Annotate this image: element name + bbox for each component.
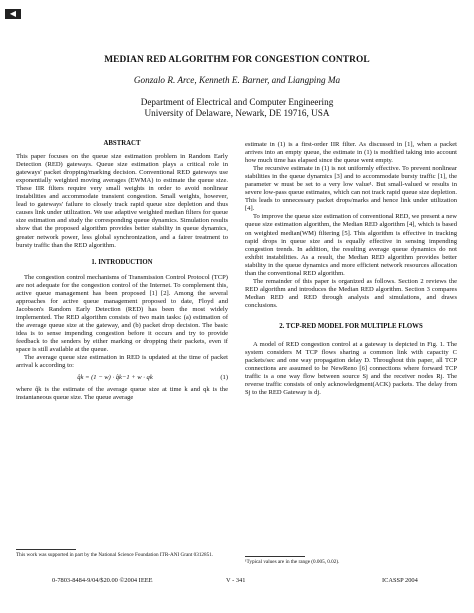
right-paragraph-4: The remainder of this paper is organized as follows. Section 2 reviews the RED algorithm and introduces the Median RED algorithm. Section 3 compares Median RED and RED through analysis and simulations, and draws conclusions.	[245, 277, 457, 309]
footer-conference: ICASSP 2004	[382, 577, 418, 584]
equation-body: q̂k = (1 − w) · q̂k−1 + w · qk	[77, 374, 153, 382]
introduction-heading: 1. INTRODUCTION	[91, 258, 153, 266]
footnote-funding-text: This work was supported in part by the National Science Foundation ITR-ANI Grant 0312851.	[16, 552, 214, 558]
right-paragraph-1: estimate in (1) is a first-order IIR filter. As discussed in [1], when a packet arrives into an empty queue, the estimate in (1) is modified taking into account how much time has elapsed since the queue went empty.	[245, 141, 457, 165]
intro-paragraph-1: The congestion control mechanisms of Transmission Control Protocol (TCP) are not adequate for the congestion control of the Internet. To complement this, active queue management has been proposed [1] [2]. Among the several approaches for active queue management proposed to date, Floyd and Jacobson's Random Early Detection (RED) has been the most widely implemented. The RED algorithm consists of two main tasks: (a) estimation of the average queue size at the gateway, and (b) packet drop decision. The basic idea is to sense impending congestion before it occurs and try to provide feedback to the senders by either marking or dropping their packets, even if space is still available at the queue.	[16, 273, 228, 354]
footnote-typical-values-text: ¹Typical values are in the range (0.005, 0.02).	[245, 559, 340, 565]
footnote-rule	[245, 556, 305, 557]
affiliation-department: Department of Electrical and Computer Engineering	[140, 97, 334, 107]
tcp-red-model-heading: 2. TCP-RED MODEL FOR MULTIPLE FLOWS	[279, 322, 423, 330]
right-paragraph-2: The recursive estimate in (1) is not uniformly effective. To prevent nonlinear stabilities in the queue dynamics [3] and to accommodate bursty traffic [1], the parameter w must be set to a very low value¹. But small-valued w results in severe low-pass queue estimates, which can not track rapid queue size depletion. This leads to unnecessary packet drops/marks and hence link under utilization [4].	[245, 165, 457, 213]
footnote-typical-values	[245, 556, 457, 565]
abstract-heading: ABSTRACT	[103, 140, 141, 147]
affiliation-university: University of Delaware, Newark, DE 19716, USA	[144, 108, 330, 118]
affiliation	[0, 97, 474, 119]
equation-number: (1)	[220, 374, 228, 382]
footer-page-number: V - 341	[226, 577, 246, 584]
left-column	[16, 140, 228, 402]
intro-paragraph-3: where q̂k is the estimate of the average queue size at time k and qk is the instantaneous queue size. The queue average	[16, 386, 228, 402]
equation-1	[16, 370, 228, 386]
abstract-text: This paper focuses on the queue size estimation problem in Random Early Detection (RED) gateways. Queue size estimation plays a critical role in gateways' packet dropping/marking decision. Conventional RED gateways use exponentially weighted moving averages (EWMA) to estimate the queue size. These IIR filters require very small weights in order to avoid nonlinear instabilities and accommodate transient congestion. Small weights, however, lead to gateways' failure to closely track rapid queue size depletion and thus causes link under utilization. We use adaptive weighted median filters for queue size estimation and study the corresponding queue dynamics. Simulation results show that the proposed algorithm provides better stability in queue dynamics, greater network power, less global synchronization, and a fairer treatment to bursty traffic than the RED algorithm.	[16, 153, 228, 249]
footer-copyright: 0-7803-8484-9/04/$20.00 ©2004 IEEE	[52, 577, 153, 584]
paper-authors: Gonzalo R. Arce, Kenneth E. Barner, and Liangping Ma	[133, 75, 341, 85]
right-paragraph-3: To improve the queue size estimation of conventional RED, we present a new queue size estimation algorithm, the Median RED algorithm [4], which is based on weighted median(WM) filtering [5]. This algorithm is effective in tracking rapid drops in queue size and is equally effective in sensing impending congestion trends. In addition, the resulting average queue dynamics do not exhibit instabilities. As a result, the Median RED algorithm provides better stability in the queue dynamics and more efficient network resources allocation than the conventional RED algorithm.	[245, 213, 457, 277]
footnote-rule	[16, 549, 76, 550]
right-column	[245, 141, 457, 397]
intro-paragraph-2: The average queue size estimation in RED is updated at the time of packet arrival k according to:	[16, 354, 228, 370]
footnote-funding	[16, 549, 228, 558]
right-paragraph-5: A model of RED congestion control at a gateway is depicted in Fig. 1. The system considers M TCP flows sharing a common link with capacity C packets/sec and one way propagation delay D. Throughout this paper, all TCP connections are assumed to be NewReno [6] connections where forward TCP traffic is a one way flow between source Sj and the receiver nodes Rj. The reverse traffic consists of only acknowledgment(ACK) packets. The delay from Sj to the RED Gateway is dj.	[245, 341, 457, 397]
paper-title: MEDIAN RED ALGORITHM FOR CONGESTION CONTROL	[104, 55, 370, 65]
back-arrow-icon[interactable]: ◀	[5, 9, 21, 19]
